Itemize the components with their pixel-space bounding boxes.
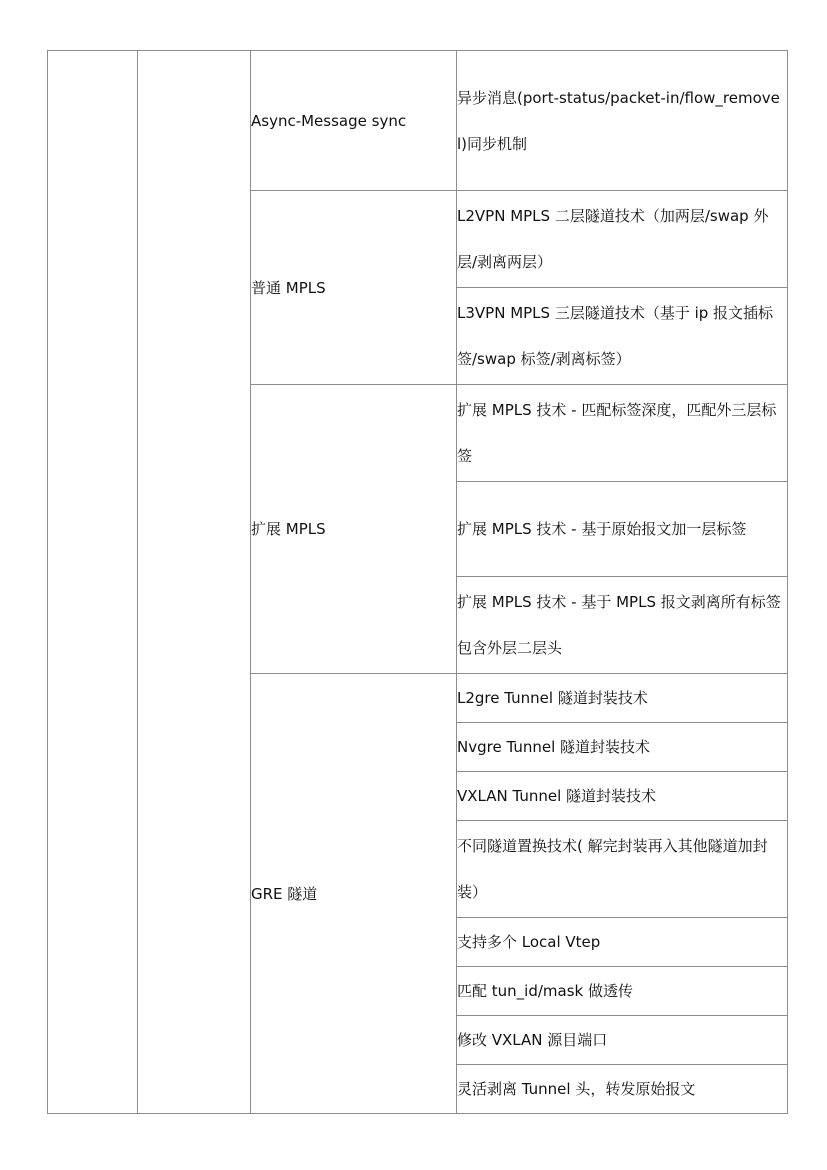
- feature-cell: 支持多个 Local Vtep: [457, 918, 788, 967]
- feature-cell: Nvgre Tunnel 隧道封装技术: [457, 723, 788, 772]
- empty-cell-col1: [48, 51, 138, 1114]
- category-cell: 扩展 MPLS: [251, 385, 457, 674]
- feature-cell: 扩展 MPLS 技术 - 匹配标签深度，匹配外三层标签: [457, 385, 788, 482]
- table-row: [48, 51, 788, 191]
- feature-cell: VXLAN Tunnel 隧道封装技术: [457, 772, 788, 821]
- category-cell: GRE 隧道: [251, 674, 457, 1114]
- feature-cell: L2VPN MPLS 二层隧道技术（加两层/swap 外层/剥离两层）: [457, 191, 788, 288]
- feature-cell: 扩展 MPLS 技术 - 基于原始报文加一层标签: [457, 482, 788, 577]
- feature-cell: L3VPN MPLS 三层隧道技术（基于 ip 报文插标签/swap 标签/剥离标签）: [457, 288, 788, 385]
- feature-table: [47, 50, 788, 1114]
- feature-cell: 扩展 MPLS 技术 - 基于 MPLS 报文剥离所有标签包含外层二层头: [457, 577, 788, 674]
- category-cell: Async-Message sync: [251, 51, 457, 191]
- feature-cell: 异步消息(port-status/packet-in/flow_removel)同步机制: [457, 51, 788, 191]
- empty-cell-col2: [138, 51, 251, 1114]
- feature-cell: 修改 VXLAN 源目端口: [457, 1016, 788, 1065]
- feature-cell: 不同隧道置换技术( 解完封装再入其他隧道加封装）: [457, 821, 788, 918]
- feature-cell: 匹配 tun_id/mask 做透传: [457, 967, 788, 1016]
- category-cell: 普通 MPLS: [251, 191, 457, 385]
- feature-cell: 灵活剥离 Tunnel 头，转发原始报文: [457, 1065, 788, 1114]
- feature-cell: L2gre Tunnel 隧道封装技术: [457, 674, 788, 723]
